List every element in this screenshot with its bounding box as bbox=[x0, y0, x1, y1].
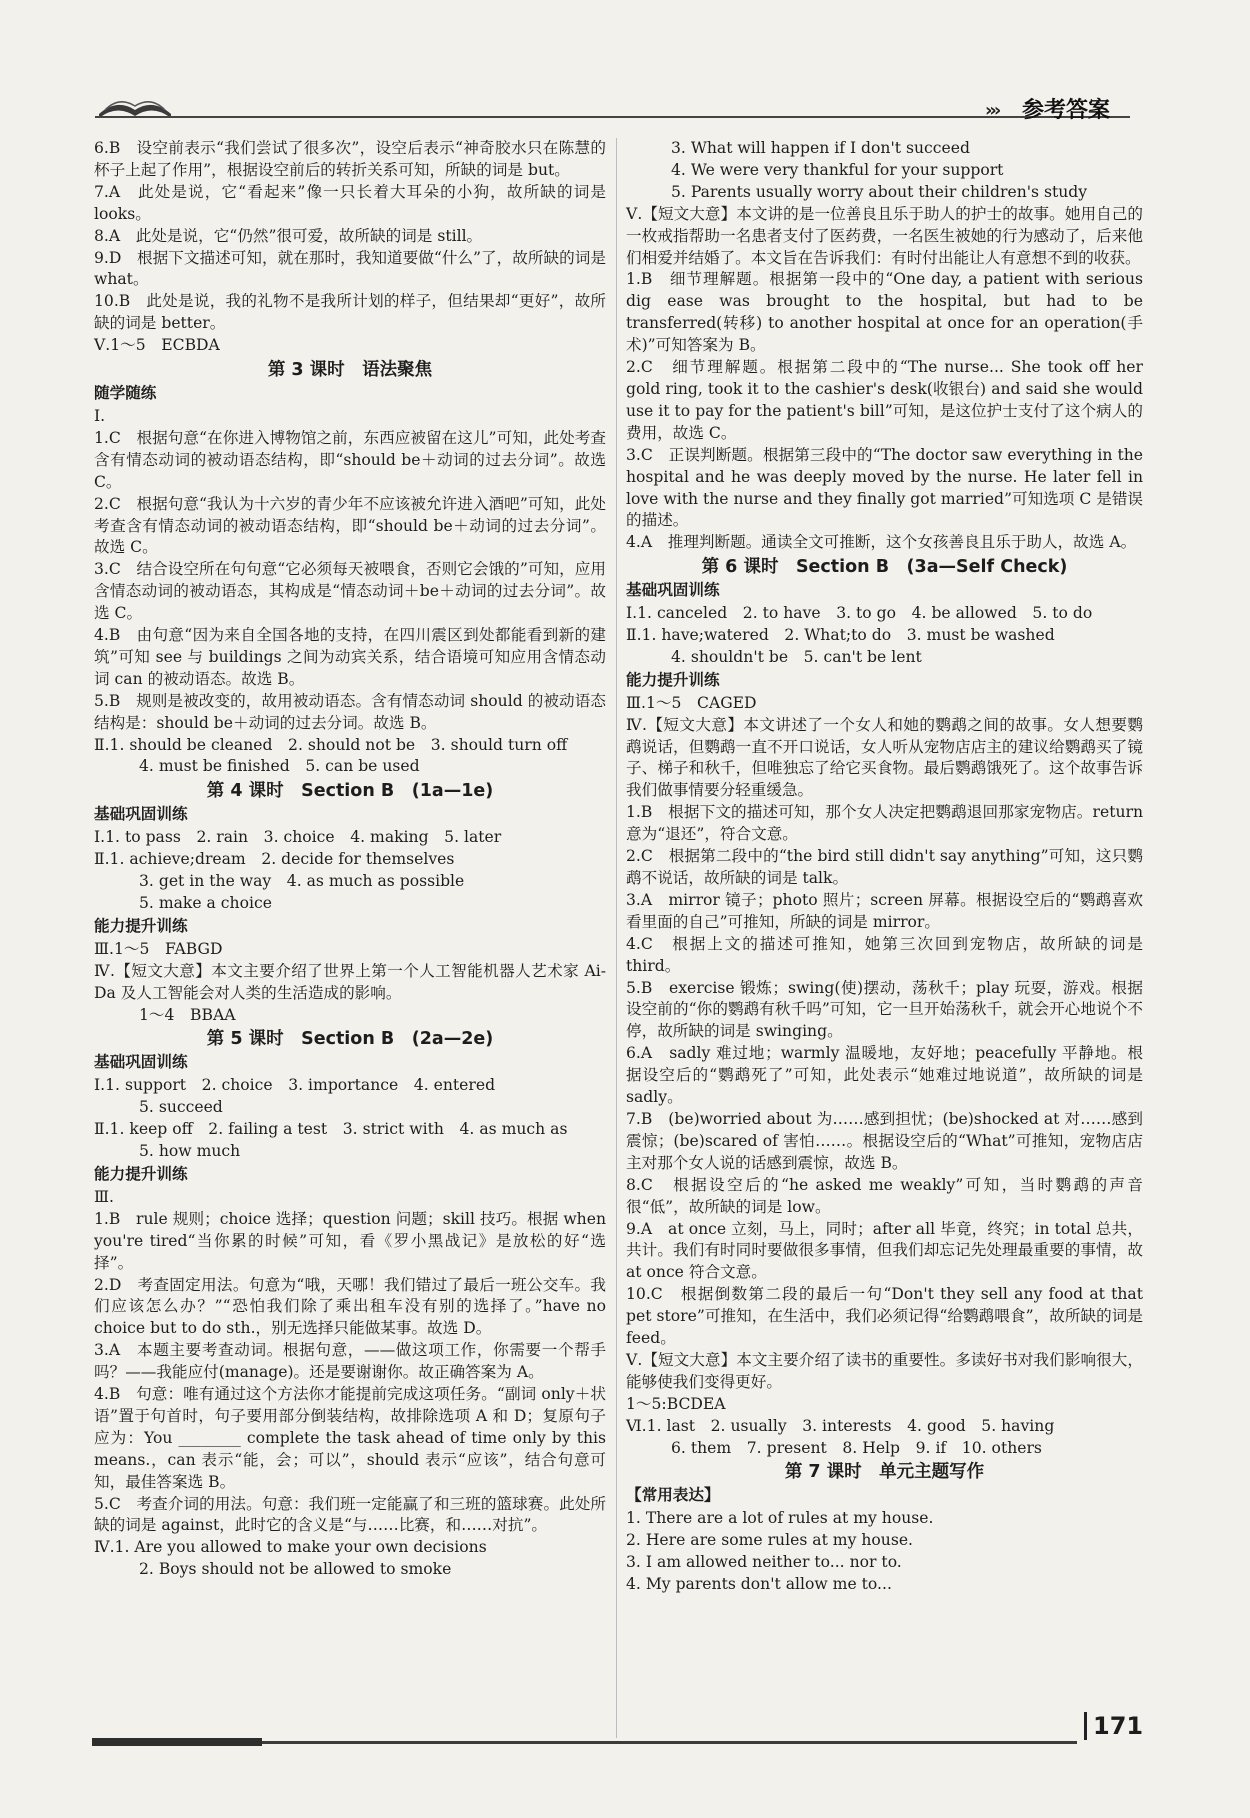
answer-line: 5. how much bbox=[139, 1142, 241, 1161]
answer-line: 4. shouldn't be 5. can't be lent bbox=[671, 647, 922, 666]
answer-line: 5. Parents usually worry about their children's study bbox=[671, 182, 1088, 201]
lesson-heading: 第 7 课时 单元主题写作 bbox=[784, 1462, 985, 1483]
answer-line: 3. I am allowed neither to... nor to. bbox=[626, 1553, 902, 1572]
answer-line: Ⅱ.1. should be cleaned 2. should not be 3. should turn off bbox=[94, 735, 568, 754]
answer-line: 9.A at once 立刻，马上，同时；after all 毕竟，终究；in total 总共，共计。我们有时同时要做很多事情，但我们却忘记先处理最重要的事情，故 at once 符合文意。 bbox=[626, 1219, 1143, 1282]
answer-line: 7.B (be)worried about 为……感到担忧；(be)shocked at 对……感到震惊；(be)scared of 害怕……。根据设空后的“What”可推知，宠物店店主对那个女人说的话感到震惊，故选 B。 bbox=[626, 1109, 1143, 1172]
answer-line: 3.C 结合设空所在句句意“它必须每天被喂食，否则它会饿的”可知，应用含情态动词的被动语态，其构成是“情态动词＋be＋动词的过去分词”。故选 C。 bbox=[94, 560, 606, 623]
answer-line: 10.C 根据倒数第二段的最后一句“Don't they sell any food at that pet store”可推知，在生活中，我们必须记得“给鹦鹉喂食”，故所缺的词是 feed。 bbox=[626, 1285, 1143, 1348]
answer-line: Ⅰ.1. canceled 2. to have 3. to go 4. be allowed 5. to do bbox=[626, 604, 1093, 623]
answer-line: 1. There are a lot of rules at my house. bbox=[626, 1509, 934, 1528]
answer-line: Ⅳ.【短文大意】本文讲述了一个女人和她的鹦鹉之间的故事。女人想要鹦鹉说话，但鹦鹉一直不开口说话，女人听从宠物店店主的建议给鹦鹉买了镜子、梯子和秋千，但唯独忘了给它买食物。最后鹦鹉饿死了。这个故事告诉我们做事情要分轻重缓急。 bbox=[626, 715, 1143, 800]
answer-line: 5. make a choice bbox=[139, 894, 272, 912]
header-title: 参考答案 bbox=[1022, 98, 1111, 123]
answer-line: 1.C 根据句意“在你进入博物馆之前，东西应被留在这儿”可知，此处考查含有情态动词的被动语态结构，即“should be＋动词的过去分词”。故选 C。 bbox=[94, 428, 606, 491]
answer-line: 6.A sadly 难过地；warmly 温暖地，友好地；peacefully 平静地。根据设空后的“鹦鹉死了”可知，此处表示“她难过地说道”，故所缺的词是 sadly。 bbox=[626, 1044, 1143, 1107]
answer-line: Ⅴ.1～5 ECBDA bbox=[94, 336, 220, 355]
answer-line: 4. must be finished 5. can be used bbox=[139, 757, 420, 776]
section-label: 基础巩固训练 bbox=[94, 805, 188, 824]
answer-line: Ⅲ.1～5 CAGED bbox=[626, 693, 757, 712]
answer-line: 1.B 细节理解题。根据第一段中的“One day, a patient with serious dig ease was brought to the hospital, but had to be transferred(转移) to another hospital at once for an operation(手术)”可知答案为 B。 bbox=[626, 270, 1143, 355]
answer-line: Ⅰ. bbox=[94, 406, 106, 425]
answer-line: Ⅱ.1. keep off 2. failing a test 3. strict with 4. as much as bbox=[94, 1120, 568, 1139]
column-divider bbox=[616, 138, 617, 1738]
answer-line: 2.C 根据第二段中的“the bird still didn't say anything”可知，这只鹦鹉不说话，故所缺的词是 talk。 bbox=[626, 847, 1143, 887]
answer-line: Ⅱ.1. have;watered 2. What;to do 3. must be washed bbox=[626, 626, 1055, 645]
answer-line: 3.C 正误判断题。根据第三段中的“The doctor saw everything in the hospital and he was deeply moved by the nurse. He later fell in love with the nurse and they finally got married”可知选项 C 是错误的描述。 bbox=[626, 445, 1144, 530]
section-label: 能力提升训练 bbox=[94, 916, 188, 935]
answer-line: 3.A mirror 镜子；photo 照片；screen 屏幕。根据设空后的“鹦鹉喜欢看里面的自己”可推知，所缺的词是 mirror。 bbox=[626, 890, 1143, 931]
answer-line: 5.B exercise 锻炼；swing(使)摆动，荡秋千；play 玩耍，游戏。根据设空前的“你的鹦鹉有秋千吗”可知，它一旦开始荡秋千，就会开心地说个不停，故所缺的词是 swinging。 bbox=[626, 978, 1143, 1041]
section-label: 基础巩固训练 bbox=[94, 1053, 188, 1072]
answer-line: 3. What will happen if I don't succeed bbox=[671, 139, 970, 157]
answer-line: Ⅰ.1. to pass 2. rain 3. choice 4. making 5. later bbox=[94, 828, 502, 847]
right-column bbox=[626, 138, 1143, 1596]
section-label: 基础巩固训练 bbox=[626, 581, 720, 600]
answer-line: 4.A 推理判断题。通读全文可推断，这个女孩善良且乐于助人，故选 A。 bbox=[626, 533, 1137, 552]
footer-accent bbox=[92, 1738, 262, 1746]
answer-line: 7.A 此处是说，它“看起来”像一只长着大耳朵的小狗，故所缺的词是 looks。 bbox=[94, 182, 606, 223]
answer-line: 4. We were very thankful for your support bbox=[671, 160, 1004, 179]
answer-line: Ⅲ.1～5 FABGD bbox=[94, 939, 223, 958]
lesson-heading: 第 4 课时 Section B (1a—1e) bbox=[206, 781, 494, 802]
section-label: 【常用表达】 bbox=[626, 1486, 720, 1505]
answer-line: 2. Here are some rules at my house. bbox=[626, 1531, 914, 1550]
page-number: 171 bbox=[1084, 1712, 1143, 1740]
left-column bbox=[94, 138, 606, 1581]
lesson-heading: 第 5 课时 Section B (2a—2e) bbox=[206, 1029, 494, 1050]
answer-line: 4.C 根据上文的描述可推知，她第三次回到宠物店，故所缺的词是 third。 bbox=[626, 934, 1143, 975]
answer-line: 1～4 BBAA bbox=[139, 1005, 236, 1024]
answer-line: 8.A 此处是说，它“仍然”很可爱，故所缺的词是 still。 bbox=[94, 226, 483, 245]
answer-line: 4.B 由句意“因为来自全国各地的支持，在四川震区到处都能看到新的建筑”可知 see 与 buildings 之间为动宾关系，结合语境可知应用含情态动词 can 的被动语态。故选 B。 bbox=[94, 626, 606, 688]
answer-line: 4. My parents don't allow me to... bbox=[626, 1575, 892, 1594]
answer-line: Ⅲ. bbox=[94, 1187, 114, 1206]
answer-line: 3.A 本题主要考查动词。根据句意，——做这项工作，你需要一个帮手吗？——我能应付(manage)。还是要谢谢你。故正确答案为 A。 bbox=[94, 1341, 606, 1382]
answer-line: 6.B 设空前表示“我们尝试了很多次”，设空后表示“神奇胶水只在陈慧的杯子上起了作用”，根据设空前后的转折关系可知，所缺的词是 but。 bbox=[94, 139, 606, 179]
answer-line: Ⅴ.【短文大意】本文讲的是一位善良且乐于助人的护士的故事。她用自己的一枚戒指帮助一名患者支付了医药费，一名医生被她的行为感动了，后来他们相爱并结婚了。本文旨在告诉我们：有时付出能让人有意想不到的收获。 bbox=[626, 204, 1143, 267]
answer-line: 8.C 根据设空后的“he asked me weakly”可知，当时鹦鹉的声音很“低”，故所缺的词是 low。 bbox=[626, 1175, 1143, 1216]
answer-line: Ⅵ.1. last 2. usually 3. interests 4. good 5. having bbox=[626, 1416, 1055, 1435]
page-header bbox=[0, 0, 1250, 130]
answer-line: 2.C 根据句意“我认为十六岁的青少年不应该被允许进入酒吧”可知，此处考查含有情态动词的被动语态结构，即“should be＋动词的过去分词”。故选 C。 bbox=[94, 494, 606, 557]
answer-line: Ⅱ.1. achieve;dream 2. decide for themselves bbox=[94, 850, 455, 869]
answer-line: 6. them 7. present 8. Help 9. if 10. others bbox=[671, 1438, 1042, 1457]
double-chevron-icon: ››› bbox=[985, 100, 999, 121]
answer-line: 1.B 根据下文的描述可知，那个女人决定把鹦鹉退回那家宠物店。return 意为“退还”，符合文意。 bbox=[626, 803, 1143, 844]
answer-line: 3. get in the way 4. as much as possible bbox=[139, 872, 465, 891]
answer-line: 2.C 细节理解题。根据第二段中的“The nurse... She took off her gold ring, took it to the cashier's desk(收银台) and said she would use it to pay for the patient's bill”可知，是这位护士支付了这个病人的费用，故选 C。 bbox=[626, 358, 1143, 442]
answer-line: 5.C 考查介词的用法。句意：我们班一定能赢了和三班的篮球赛。此处所缺的词是 against，此时它的含义是“与……比赛，和……对抗”。 bbox=[94, 1494, 606, 1535]
section-label: 能力提升训练 bbox=[626, 670, 720, 689]
answer-line: 5.B 规则是被改变的，故用被动语态。含有情态动词 should 的被动语态结构是：should be＋动词的过去分词。故选 B。 bbox=[94, 691, 606, 732]
answer-line: 9.D 根据下文描述可知，就在那时，我知道要做“什么”了，故所缺的词是 what。 bbox=[94, 248, 606, 289]
answer-line: 1～5:BCDEA bbox=[626, 1394, 726, 1413]
answer-line: Ⅰ.1. support 2. choice 3. importance 4. entered bbox=[94, 1076, 496, 1095]
lesson-heading: 第 6 课时 Section B (3a—Self Check) bbox=[701, 557, 1068, 578]
answer-line: 2. Boys should not be allowed to smoke bbox=[139, 1560, 452, 1579]
answer-line: Ⅳ.1. Are you allowed to make your own decisions bbox=[94, 1538, 487, 1557]
header-rule bbox=[95, 116, 1130, 118]
answer-line: 10.B 此处是说，我的礼物不是我所计划的样子，但结果却“更好”，故所缺的词是 better。 bbox=[94, 292, 606, 333]
answer-line: 5. succeed bbox=[139, 1098, 223, 1117]
answer-line: 1.B rule 规则；choice 选择；question 问题；skill 技巧。根据 when you're tired“当你累的时候”可知，看《罗小黑战记》是放松的好“选择”。 bbox=[94, 1209, 606, 1272]
section-label: 能力提升训练 bbox=[94, 1164, 188, 1183]
answer-line: Ⅴ.【短文大意】本文主要介绍了读书的重要性。多读好书对我们影响很大，能够使我们变得更好。 bbox=[626, 1350, 1143, 1391]
answer-line: Ⅳ.【短文大意】本文主要介绍了世界上第一个人工智能机器人艺术家 Ai-Da 及人工智能会对人类的生活造成的影响。 bbox=[94, 961, 606, 1002]
answer-line: 2.D 考查固定用法。句意为“哦，天哪！我们错过了最后一班公交车。我们应该怎么办？”“恐怕我们除了乘出租车没有别的选择了。”have no choice but to do sth.，别无选择只能做某事。故选 D。 bbox=[94, 1275, 606, 1338]
answer-line: 4.B 句意：唯有通过这个方法你才能提前完成这项任务。“副词 only＋状语”置于句首时，句子要用部分倒装结构，故排除选项 A 和 D；复原句子应为：You ________ complete the task ahead of time only by this means.，can 表示“能，会；可以”，should 表示“应该”，结合句意可知，最佳答案选 B。 bbox=[94, 1385, 606, 1491]
lesson-heading: 第 3 课时 语法聚焦 bbox=[267, 360, 433, 381]
section-label: 随学随练 bbox=[94, 384, 157, 403]
